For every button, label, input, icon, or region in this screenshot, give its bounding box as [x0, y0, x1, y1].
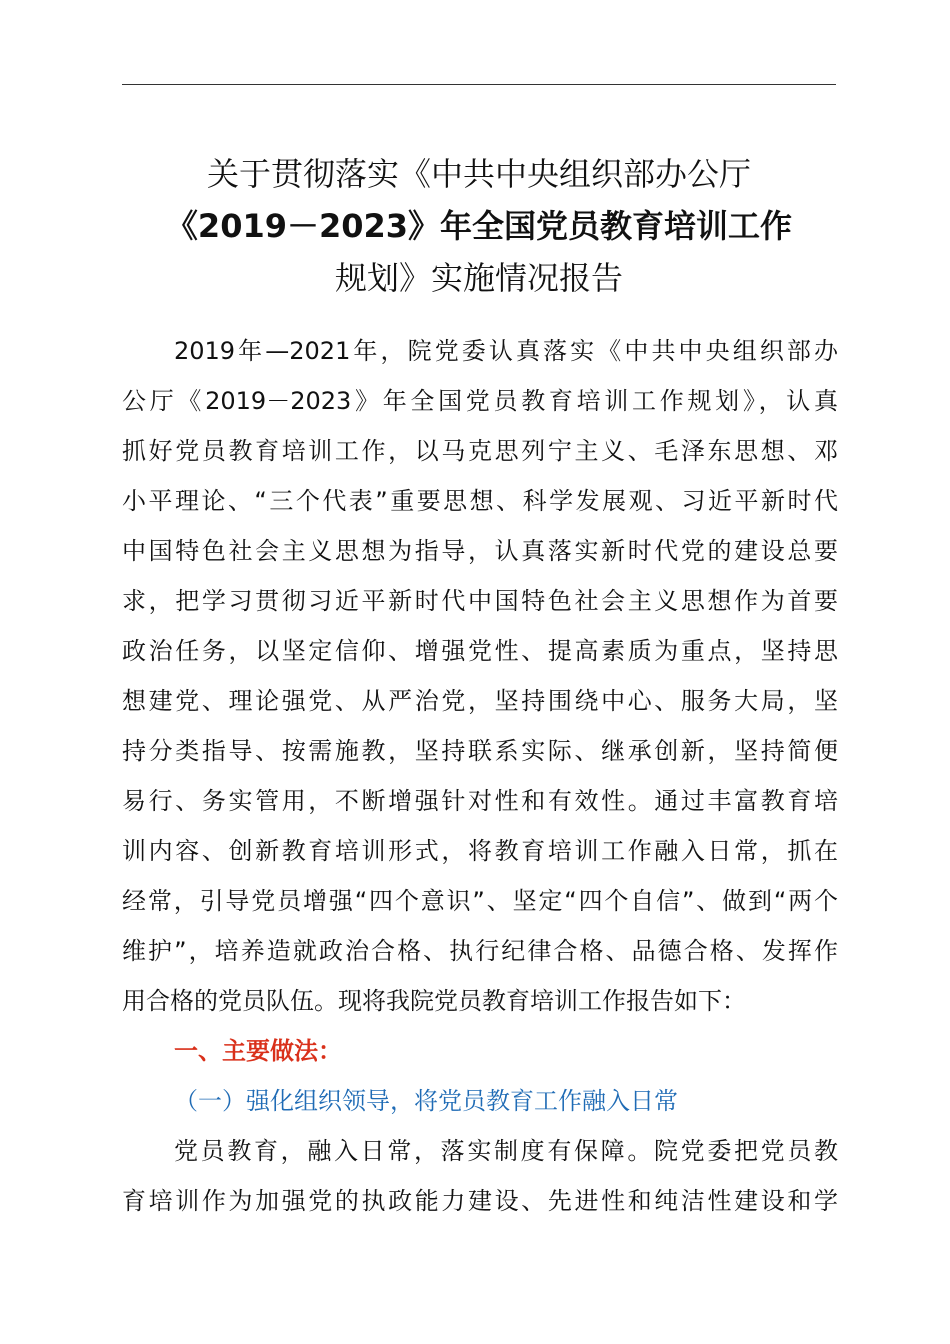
document-title [122, 148, 836, 304]
title-line-1: 关于贯彻落实《中共中央组织部办公厅 [206, 155, 751, 193]
paragraph-intro [122, 326, 838, 1026]
paragraph-line: 抓好党员教育培训工作，以马克思列宁主义、毛泽东思想、邓 [122, 437, 838, 465]
title-line-3: 规划》实施情况报告 [334, 259, 623, 297]
paragraph-line: 政治任务，以坚定信仰、增强党性、提高素质为重点，坚持思 [122, 637, 838, 665]
paragraph-line: 党员教育，融入日常，落实制度有保障。院党委把党员教 [174, 1137, 838, 1165]
paragraph-line: 育培训作为加强党的执政能力建设、先进性和纯洁性建设和学 [122, 1187, 838, 1215]
section-heading-main-practices: 一、主要做法： [174, 1037, 342, 1065]
paragraph-line: 用合格的党员队伍。现将我院党员教育培训工作报告如下： [122, 987, 746, 1015]
header-rule [122, 84, 836, 85]
paragraph-line: 维护”，培养造就政治合格、执行纪律合格、品德合格、发挥作 [122, 937, 838, 965]
paragraph-line: 经常，引导党员增强“四个意识”、坚定“四个自信”、做到“两个 [122, 887, 838, 915]
paragraph-line: 2019年—2021年，院党委认真落实《中共中央组织部办 [174, 337, 838, 365]
paragraph-line: 训内容、创新教育培训形式，将教育培训工作融入日常，抓在 [122, 837, 838, 865]
subsection-heading-organization: （一）强化组织领导，将党员教育工作融入日常 [174, 1087, 678, 1115]
paragraph-organization [122, 1126, 838, 1226]
title-line-2: 《2019－2023》年全国党员教育培训工作 [165, 207, 793, 245]
paragraph-line: 易行、务实管用，不断增强针对性和有效性。通过丰富教育培 [122, 787, 838, 815]
paragraph-line: 持分类指导、按需施教，坚持联系实际、继承创新，坚持简便 [122, 737, 838, 765]
paragraph-line: 中国特色社会主义思想为指导，认真落实新时代党的建设总要 [122, 537, 838, 565]
paragraph-line: 公厅《2019－2023》年全国党员教育培训工作规划》，认真 [122, 387, 838, 415]
paragraph-line: 求，把学习贯彻习近平新时代中国特色社会主义思想作为首要 [122, 587, 838, 615]
paragraph-line: 小平理论、“三个代表”重要思想、科学发展观、习近平新时代 [122, 487, 838, 515]
paragraph-line: 想建党、理论强党、从严治党，坚持围绕中心、服务大局，坚 [122, 687, 838, 715]
